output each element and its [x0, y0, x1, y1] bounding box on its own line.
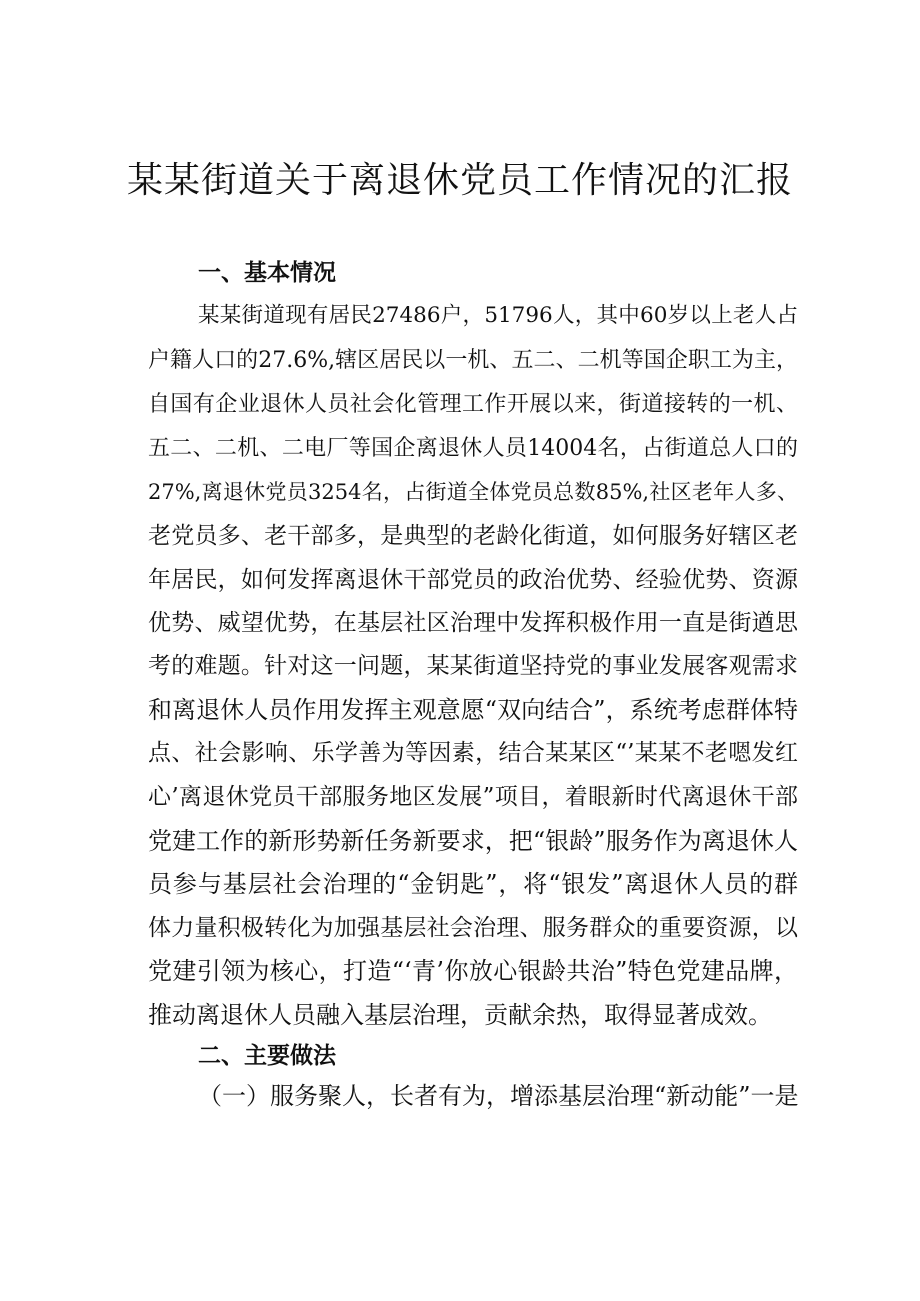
paragraph-line: （一）服务聚人，长者有为，增添基层治理“新动能”一是	[198, 1082, 799, 1110]
paragraph-line: 党建工作的新形势新任务新要求，把“银龄”服务作为离退休人	[148, 827, 798, 855]
paragraph-line: 点、社会影响、乐学善为等因素，结合某某区“’某某不老嗯发红	[148, 740, 798, 766]
paragraph-line: 和离退休人员作用发挥主观意愿“双向结合”，系统考虑群体特	[148, 696, 798, 724]
paragraph-line: 某某街道现有居民27486户，51796人，其中60岁以上老人占	[198, 303, 798, 328]
paragraph-line: 五二、二机、二电厂等国企离退休人员14004名，占街道总人口的	[148, 436, 798, 461]
paragraph-line: 优势、威望优势，在基层社区治理中发挥积极作用一直是街遒思	[148, 610, 798, 636]
section-heading-main-practices: 二、主要做法	[198, 1043, 336, 1069]
paragraph-line: 自国有企业退休人员社会化管理工作开展以来，街道接转的一机、	[148, 392, 798, 417]
paragraph-line: 体力量积极转化为加强基层社会治理、服务群众的重要资源，以	[148, 915, 798, 941]
paragraph-line: 员参与基层社会治理的“金钥匙”，将“银发”离退休人员的群	[148, 870, 798, 898]
paragraph-line: 党建引领为核心，打造“‘青’你放心银龄共治”特色党建品牌，	[148, 957, 798, 985]
paragraph-line: 推动离退休人员融入基层治理，贡献余热，取得显著成效。	[148, 1001, 772, 1029]
paragraph-line: 考的难题。针对这一问题，某某街道坚持党的事业发展客观需求	[148, 653, 798, 679]
paragraph-line: 心’离退休党员干部服务地区发展”项目，着眼新时代离退休干部	[148, 784, 798, 810]
paragraph-line: 年居民，如何发挥离退休干部党员的政治优势、经验优势、资源	[148, 567, 798, 593]
paragraph-line: 老党员多、老干部多，是典型的老龄化街道，如何服务好辖区老	[148, 523, 798, 549]
paragraph-line: 27%,离退休党员3254名，占街道全体党员总数85%,社区老年人多、	[148, 480, 798, 504]
paragraph-line: 户籍人口的27.6%,辖区居民以一机、五二、二机等国企职工为主，	[148, 348, 798, 373]
section-heading-basic-info: 一、基本情况	[198, 260, 336, 286]
document-title: 某某街道关于离退休党员工作情况的汇报	[126, 160, 793, 201]
